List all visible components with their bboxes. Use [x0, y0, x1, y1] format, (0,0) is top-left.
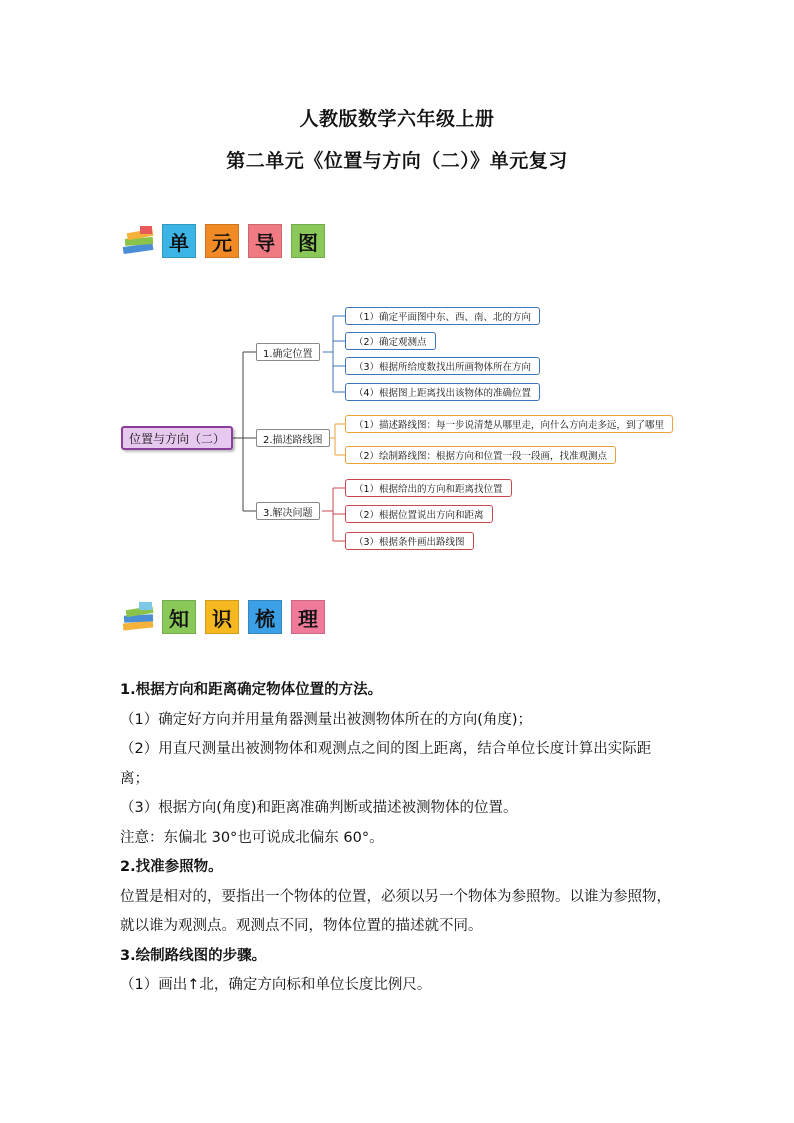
banner-char-dao: 导 — [248, 224, 282, 258]
leaf-2-1: （1）描述路线图：每一步说清楚从哪里走，向什么方向走多远，到了哪里 — [345, 415, 673, 433]
document-title: 人教版数学六年级上册 — [299, 108, 495, 130]
mind-map-root: 位置与方向（二） — [121, 426, 233, 450]
leaf-3-1: （1）根据给出的方向和距离找位置 — [345, 479, 512, 497]
banner-char-shu: 梳 — [248, 600, 282, 634]
section-1-note: 注意：东偏北 30°也可说成北偏东 60°。 — [120, 829, 384, 846]
books-icon — [120, 601, 158, 633]
section-2-heading: 2.找准参照物。 — [120, 859, 223, 875]
leaf-3-3: （3）根据条件画出路线图 — [345, 532, 474, 550]
unit-map-banner — [120, 221, 334, 261]
leaf-1-1: （1）确定平面图中东、西、南、北的方向 — [345, 307, 540, 325]
banner-char-dan: 单 — [162, 224, 196, 258]
knowledge-banner — [120, 597, 334, 637]
banner-char-zhi: 知 — [162, 600, 196, 634]
section-3-step-1: （1）画出↑北，确定方向标和单位长度比例尺。 — [120, 977, 432, 993]
section-1-step-3: （3）根据方向(角度)和距离准确判断或描述被测物体的位置。 — [120, 800, 518, 816]
document-subtitle: 第二单元《位置与方向（二）》单元复习 — [226, 150, 568, 172]
leaf-1-2: （2）确定观测点 — [345, 332, 436, 350]
leaf-3-2: （2）根据位置说出方向和距离 — [345, 505, 493, 523]
section-2-paragraph: 位置是相对的，要指出一个物体的位置，必须以另一个物体为参照物。以谁为参照物，就以谁为观测点。观测点不同，物体位置的描述就不同。 — [120, 888, 671, 934]
leaf-2-2: （2）绘制路线图：根据方向和位置一段一段画，找准观测点 — [345, 446, 616, 464]
banner-char-li: 理 — [291, 600, 325, 634]
banner-char-shi: 识 — [205, 600, 239, 634]
branch-solve-problems: 3.解决问题 — [256, 502, 320, 520]
mind-map — [115, 300, 685, 555]
knowledge-content — [120, 676, 680, 1001]
section-1-step-1: （1）确定好方向并用量角器测量出被测物体所在的方向(角度)； — [120, 711, 533, 728]
section-1-heading: 1.根据方向和距离确定物体位置的方法。 — [120, 682, 383, 698]
section-3-heading: 3.绘制路线图的步骤。 — [120, 947, 267, 964]
banner-char-yuan: 元 — [205, 224, 239, 258]
banner-char-tu: 图 — [291, 224, 325, 258]
section-1-step-2: （2）用直尺测量出被测物体和观测点之间的图上距离，结合单位长度计算出实际距离； — [120, 741, 652, 787]
branch-describe-route: 2.描述路线图 — [256, 429, 330, 447]
leaf-1-3: （3）根据所给度数找出所画物体所在方向 — [345, 357, 540, 375]
branch-determine-position: 1.确定位置 — [256, 343, 320, 361]
books-icon — [120, 225, 158, 257]
leaf-1-4: （4）根据图上距离找出该物体的准确位置 — [345, 383, 540, 401]
